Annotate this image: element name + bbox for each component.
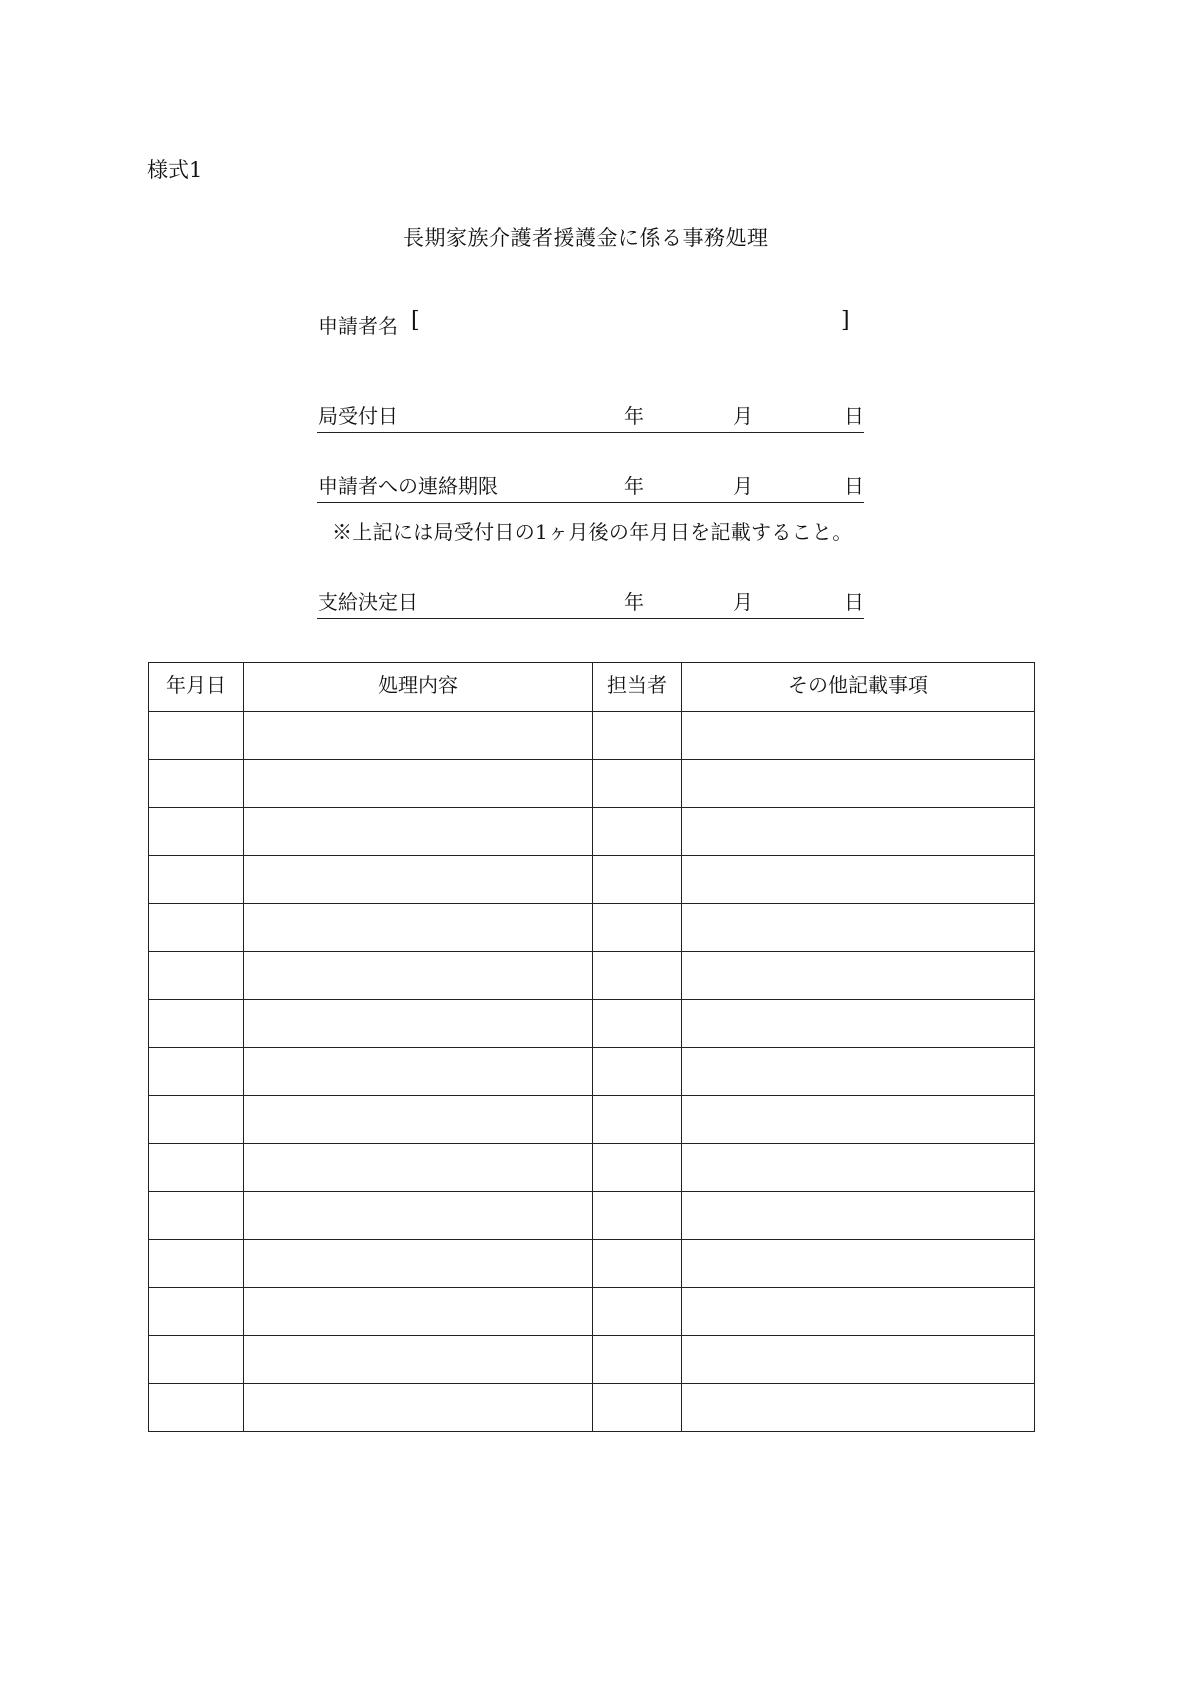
table-row [149, 1048, 1035, 1096]
day-unit: 日 [844, 404, 864, 428]
year-unit: 年 [624, 404, 644, 428]
table-row [149, 1384, 1035, 1432]
cell-notes[interactable] [682, 1144, 1035, 1192]
cell-process[interactable] [244, 904, 593, 952]
processing-log-table [148, 662, 1035, 1432]
applicant-name-label: 申請者名 [318, 314, 398, 338]
cell-date[interactable] [149, 1144, 244, 1192]
cell-process[interactable] [244, 1096, 593, 1144]
cell-staff[interactable] [593, 1096, 682, 1144]
table-row [149, 712, 1035, 760]
cell-staff[interactable] [593, 1048, 682, 1096]
cell-date[interactable] [149, 904, 244, 952]
table-row [149, 1000, 1035, 1048]
column-header-process: 処理内容 [244, 663, 593, 712]
year-unit: 年 [624, 474, 644, 498]
month-unit: 月 [733, 474, 753, 498]
cell-staff[interactable] [593, 1000, 682, 1048]
cell-date[interactable] [149, 1240, 244, 1288]
cell-notes[interactable] [682, 1336, 1035, 1384]
cell-date[interactable] [149, 808, 244, 856]
table-header-row [149, 663, 1035, 712]
deadline-note: ※上記には局受付日の1ヶ月後の年月日を記載すること。 [332, 520, 853, 544]
cell-notes[interactable] [682, 1048, 1035, 1096]
cell-date[interactable] [149, 760, 244, 808]
applicant-bracket-close: ] [841, 308, 850, 333]
cell-notes[interactable] [682, 1000, 1035, 1048]
cell-staff[interactable] [593, 760, 682, 808]
cell-process[interactable] [244, 1336, 593, 1384]
cell-date[interactable] [149, 1288, 244, 1336]
table-row [149, 904, 1035, 952]
cell-staff[interactable] [593, 952, 682, 1000]
date-field-reception[interactable] [317, 396, 864, 433]
cell-date[interactable] [149, 712, 244, 760]
applicant-bracket-open: [ [411, 308, 420, 333]
date-field-label: 局受付日 [318, 404, 398, 428]
cell-date[interactable] [149, 1000, 244, 1048]
table-row [149, 856, 1035, 904]
cell-date[interactable] [149, 1096, 244, 1144]
table-row [149, 1096, 1035, 1144]
table-row [149, 952, 1035, 1000]
cell-staff[interactable] [593, 1192, 682, 1240]
cell-staff[interactable] [593, 808, 682, 856]
table-row [149, 1144, 1035, 1192]
cell-staff[interactable] [593, 856, 682, 904]
cell-notes[interactable] [682, 1384, 1035, 1432]
cell-staff[interactable] [593, 1144, 682, 1192]
table-row [149, 808, 1035, 856]
month-unit: 月 [733, 404, 753, 428]
date-field-payment-decision[interactable] [317, 582, 864, 619]
cell-date[interactable] [149, 1384, 244, 1432]
cell-date[interactable] [149, 1192, 244, 1240]
cell-notes[interactable] [682, 856, 1035, 904]
cell-notes[interactable] [682, 808, 1035, 856]
cell-staff[interactable] [593, 1288, 682, 1336]
applicant-name-field[interactable] [432, 310, 832, 338]
table-row [149, 760, 1035, 808]
day-unit: 日 [844, 590, 864, 614]
cell-notes[interactable] [682, 1096, 1035, 1144]
table-row [149, 1288, 1035, 1336]
column-header-staff: 担当者 [593, 663, 682, 712]
cell-notes[interactable] [682, 760, 1035, 808]
cell-staff[interactable] [593, 712, 682, 760]
cell-process[interactable] [244, 1288, 593, 1336]
column-header-notes: その他記載事項 [682, 663, 1035, 712]
document-title: 長期家族介護者援護金に係る事務処理 [403, 226, 769, 250]
cell-staff[interactable] [593, 904, 682, 952]
cell-date[interactable] [149, 1048, 244, 1096]
day-unit: 日 [844, 474, 864, 498]
month-unit: 月 [733, 590, 753, 614]
date-field-label: 支給決定日 [318, 590, 418, 614]
cell-notes[interactable] [682, 712, 1035, 760]
date-field-contact-deadline[interactable] [317, 466, 864, 503]
cell-staff[interactable] [593, 1336, 682, 1384]
year-unit: 年 [624, 590, 644, 614]
cell-process[interactable] [244, 1240, 593, 1288]
date-field-label: 申請者への連絡期限 [318, 474, 498, 498]
cell-notes[interactable] [682, 952, 1035, 1000]
cell-staff[interactable] [593, 1384, 682, 1432]
cell-process[interactable] [244, 952, 593, 1000]
table-body [149, 712, 1035, 1432]
table-row [149, 1336, 1035, 1384]
form-id: 様式1 [147, 158, 203, 182]
cell-staff[interactable] [593, 1240, 682, 1288]
cell-process[interactable] [244, 856, 593, 904]
cell-notes[interactable] [682, 904, 1035, 952]
cell-date[interactable] [149, 856, 244, 904]
cell-process[interactable] [244, 1192, 593, 1240]
cell-process[interactable] [244, 1000, 593, 1048]
cell-process[interactable] [244, 712, 593, 760]
column-header-date: 年月日 [149, 663, 244, 712]
cell-notes[interactable] [682, 1240, 1035, 1288]
cell-process[interactable] [244, 1048, 593, 1096]
cell-notes[interactable] [682, 1288, 1035, 1336]
cell-process[interactable] [244, 1144, 593, 1192]
table-row [149, 1192, 1035, 1240]
cell-notes[interactable] [682, 1192, 1035, 1240]
table-row [149, 1240, 1035, 1288]
cell-process[interactable] [244, 760, 593, 808]
cell-date[interactable] [149, 1336, 244, 1384]
cell-date[interactable] [149, 952, 244, 1000]
cell-process[interactable] [244, 808, 593, 856]
cell-process[interactable] [244, 1384, 593, 1432]
